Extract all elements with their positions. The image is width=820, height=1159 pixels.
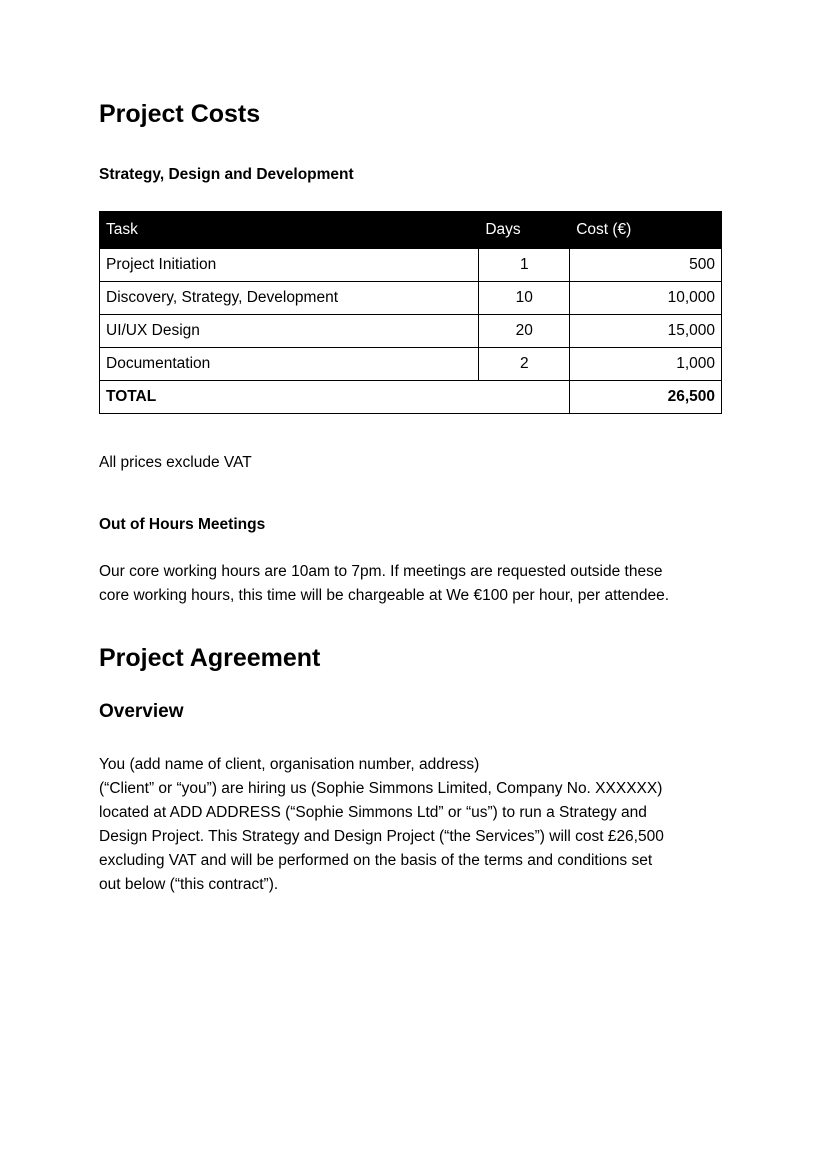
task-cell: Discovery, Strategy, Development xyxy=(100,282,479,315)
task-cell: UI/UX Design xyxy=(100,315,479,348)
out-of-hours-heading: Out of Hours Meetings xyxy=(99,516,266,533)
task-cell: Documentation xyxy=(100,348,479,381)
paragraph-line: Our core working hours are 10am to 7pm. If meetings are requested outside these xyxy=(99,563,663,580)
header-days: Days xyxy=(479,212,570,249)
task-cell: Project Initiation xyxy=(100,249,479,282)
table-row xyxy=(100,282,722,315)
paragraph-line: out below (“this contract”). xyxy=(99,876,279,893)
header-task: Task xyxy=(100,212,479,249)
paragraph-line: located at ADD ADDRESS (“Sophie Simmons Ltd” or “us”) to run a Strategy and xyxy=(99,804,647,821)
paragraph-line: core working hours, this time will be chargeable at We €100 per hour, per attendee. xyxy=(99,587,670,604)
cost-cell: 500 xyxy=(570,249,722,282)
paragraph-line: excluding VAT and will be performed on the basis of the terms and conditions set xyxy=(99,852,653,869)
project-costs-heading: Project Costs xyxy=(99,100,261,128)
table-row xyxy=(100,348,722,381)
cost-cell: 1,000 xyxy=(570,348,722,381)
paragraph-line: You (add name of client, organisation number, address) xyxy=(99,756,480,773)
days-cell: 10 xyxy=(479,282,570,315)
days-cell: 1 xyxy=(479,249,570,282)
table-header-row xyxy=(100,212,722,249)
vat-note: All prices exclude VAT xyxy=(99,454,252,471)
days-cell: 20 xyxy=(479,315,570,348)
total-value: 26,500 xyxy=(570,381,722,414)
total-label: TOTAL xyxy=(100,381,570,414)
table-row xyxy=(100,249,722,282)
overview-heading: Overview xyxy=(99,701,184,722)
days-cell: 2 xyxy=(479,348,570,381)
paragraph-line: Design Project. This Strategy and Design Project (“the Services”) will cost £26,500 xyxy=(99,828,664,845)
project-costs-table xyxy=(99,211,722,414)
overview-paragraph xyxy=(99,753,729,897)
table-row xyxy=(100,315,722,348)
project-agreement-heading: Project Agreement xyxy=(99,644,321,672)
strategy-subheading: Strategy, Design and Development xyxy=(99,166,354,183)
cost-cell: 10,000 xyxy=(570,282,722,315)
out-of-hours-paragraph xyxy=(99,560,729,608)
header-cost: Cost (€) xyxy=(570,212,722,249)
paragraph-line: (“Client” or “you”) are hiring us (Sophie Simmons Limited, Company No. XXXXXX) xyxy=(99,780,663,797)
total-row xyxy=(100,381,722,414)
cost-cell: 15,000 xyxy=(570,315,722,348)
